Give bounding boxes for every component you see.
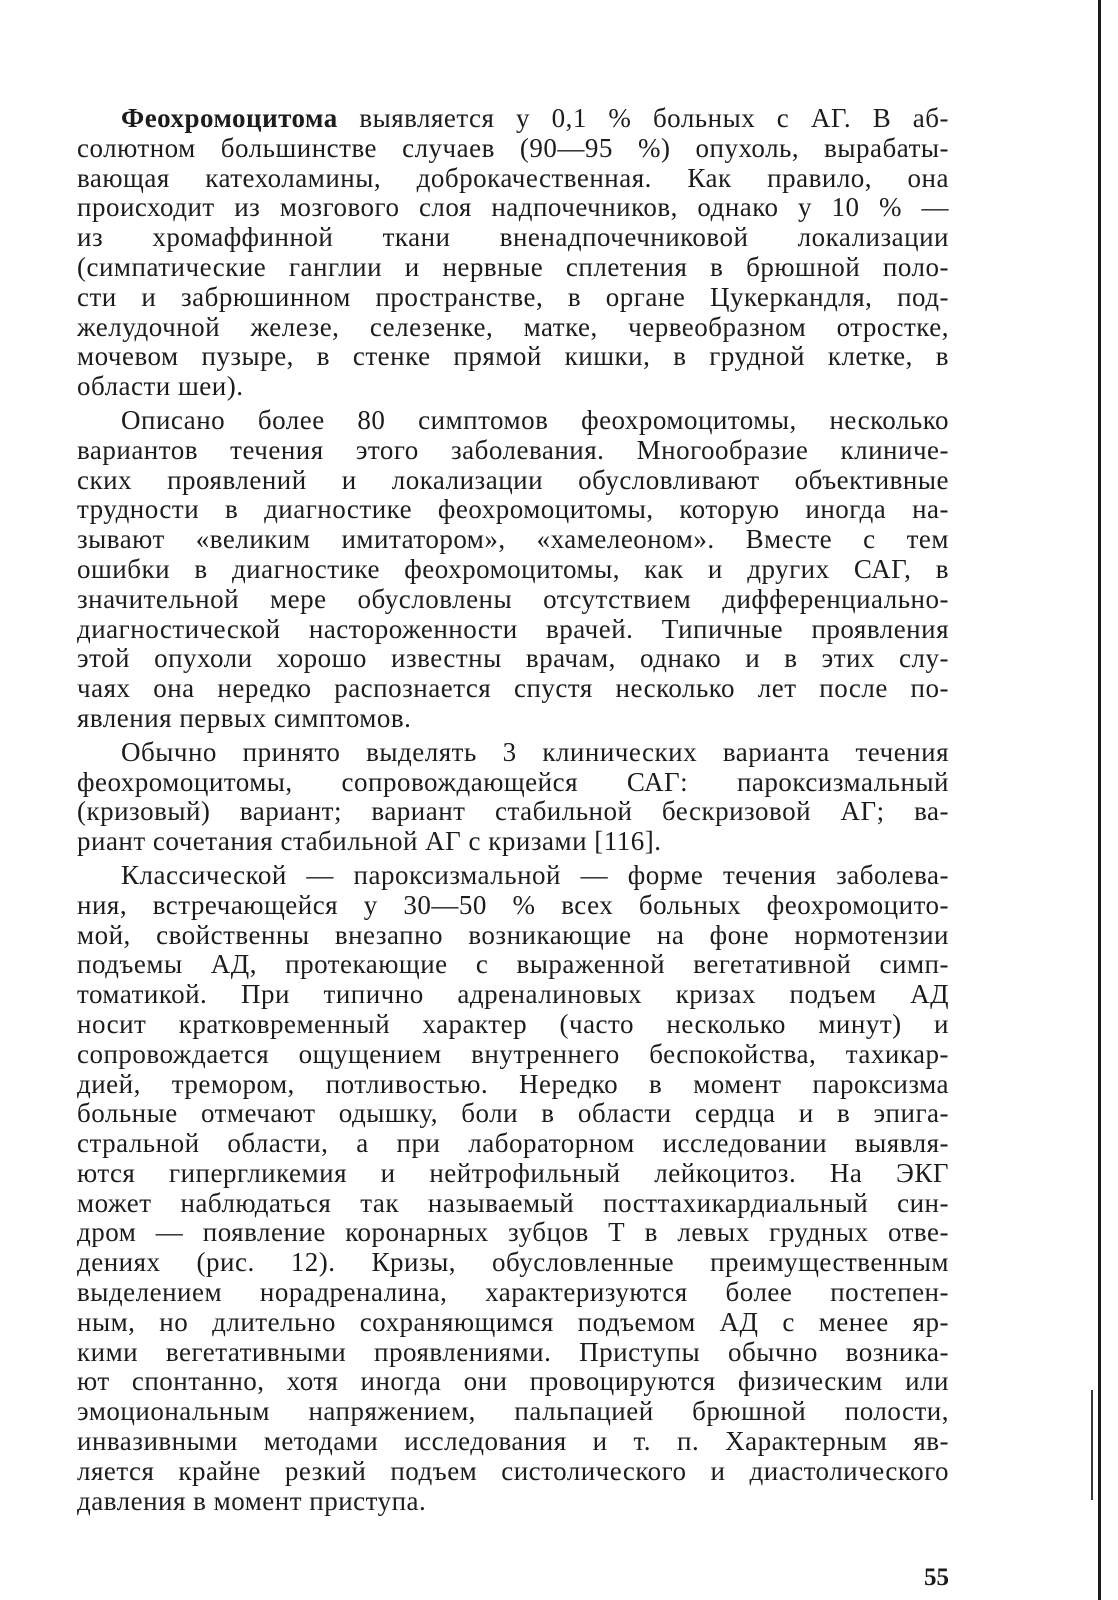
text-line: происходит из мозгового слоя надпочечников, однако у 10 % —	[77, 192, 949, 223]
text-line: ских проявлений и локализации обусловливают объективные	[77, 464, 949, 495]
text-line: больные отмечают одышку, боли в области сердца и в эпига-	[77, 1098, 949, 1129]
body-text	[77, 104, 949, 1520]
text-line: диагностической настороженности врачей. Типичные проявления	[77, 613, 949, 644]
text-line: ют спонтанно, хотя иногда они провоцируются физическим или	[77, 1366, 949, 1397]
text-line: подъемы АД, протекающие с выраженной вегетативной симп-	[77, 949, 949, 980]
text-line: этой опухоли хорошо известны врачам, однако и в этих слу-	[77, 643, 949, 674]
text-line: мой, свойственны внезапно возникающие на фоне нормотензии	[77, 919, 949, 950]
text-line: ным, но длительно сохраняющимся подъемом АД с менее яр-	[77, 1306, 949, 1337]
text-line: носит кратковременный характер (часто несколько минут) и	[77, 1008, 949, 1039]
text-line: риант сочетания стабильной АГ с кризами [116].	[77, 826, 662, 857]
text-line: ются гипергликемия и нейтрофильный лейкоцитоз. На ЭКГ	[77, 1157, 949, 1188]
text-line: Описано более 80 симптомов феохромоцитомы, несколько	[121, 404, 949, 435]
paragraph-symptoms	[77, 406, 949, 734]
text-line: дией, тремором, потливостью. Нередко в момент пароксизма	[77, 1068, 949, 1099]
text-line: давления в момент приступа.	[77, 1485, 427, 1516]
text-line: зывают «великим имитатором», «хамелеоном». Вместе с тем	[77, 524, 949, 555]
text-line: желудочной железе, селезенке, матке, червеобразном отростке,	[77, 311, 949, 342]
text-line: стральной области, а при лабораторном исследовании выявля-	[77, 1128, 949, 1159]
text-line	[77, 104, 949, 134]
text-line: (симпатические ганглии и нервные сплетения в брюшной поло-	[77, 251, 949, 282]
text-line: (кризовый) вариант; вариант стабильной бескризовой АГ; ва-	[77, 796, 949, 827]
text-line: ния, встречающейся у 30—50 % всех больных феохромоцито-	[77, 889, 949, 920]
text-line: области шеи).	[77, 371, 244, 402]
text-line: явления первых симптомов.	[77, 702, 412, 733]
page-edge-line	[1098, 0, 1101, 1600]
text-line: чаях она нередко распознается спустя несколько лет после по-	[77, 673, 949, 704]
text-line: вариантов течения этого заболевания. Многообразие клиниче-	[77, 434, 949, 465]
text-line: эмоциональным напряжением, пальпацией брюшной полости,	[77, 1396, 949, 1427]
text-line: дром — появление коронарных зубцов Т в левых грудных отве-	[77, 1217, 949, 1248]
text-line: ляется крайне резкий подъем систолического и диастолического	[77, 1455, 949, 1486]
text-line: ошибки в диагностике феохромоцитомы, как и других САГ, в	[77, 553, 949, 584]
page-edge-mark	[1091, 1390, 1093, 1500]
text-line: феохромоцитомы, сопровождающейся САГ: пароксизмальный	[77, 766, 949, 797]
text-line: значительной мере обусловлены отсутствием дифференциально-	[77, 583, 949, 614]
text-line: выделением норадреналина, характеризуются более постепен-	[77, 1277, 949, 1308]
text-line: солютном большинстве случаев (90—95 %) опухоль, вырабаты-	[77, 132, 949, 163]
paragraph-clinical-variants	[77, 738, 949, 857]
page-number: 55	[924, 1564, 949, 1591]
paragraph-paroxysmal-form	[77, 861, 949, 1517]
text-line: из хромаффинной ткани вненадпочечниковой локализации	[77, 222, 949, 253]
text-line: томатикой. При типично адреналиновых кризах подъем АД	[77, 979, 949, 1010]
text-line: Классической — пароксизмальной — форме течения заболева-	[121, 859, 949, 890]
paragraph-pheochromocytoma-intro	[77, 104, 949, 402]
term-heading: Феохромоцитома	[121, 103, 338, 133]
text-line: мочевом пузыре, в стенке прямой кишки, в грудной клетке, в	[77, 341, 949, 372]
text-line: может наблюдаться так называемый посттахикардиальный син-	[77, 1187, 949, 1218]
text-line: сти и забрюшинном пространстве, в органе Цукеркандля, под-	[77, 281, 949, 312]
text-line: Обычно принято выделять 3 клинических варианта течения	[121, 736, 949, 767]
text-line: инвазивными методами исследования и т. п. Характерным яв-	[77, 1426, 949, 1457]
text-line-rest: выявляется у 0,1 % больных с АГ. В аб-	[337, 103, 949, 133]
text-line: вающая катехоламины, доброкачественная. Как правило, она	[77, 162, 949, 193]
text-line: сопровождается ощущением внутреннего беспокойства, тахикар-	[77, 1038, 949, 1069]
text-line: трудности в диагностике феохромоцитомы, которую иногда на-	[77, 494, 949, 525]
text-line: дениях (рис. 12). Кризы, обусловленные преимущественным	[77, 1247, 949, 1278]
text-line: кими вегетативными проявлениями. Приступы обычно возника-	[77, 1336, 949, 1367]
